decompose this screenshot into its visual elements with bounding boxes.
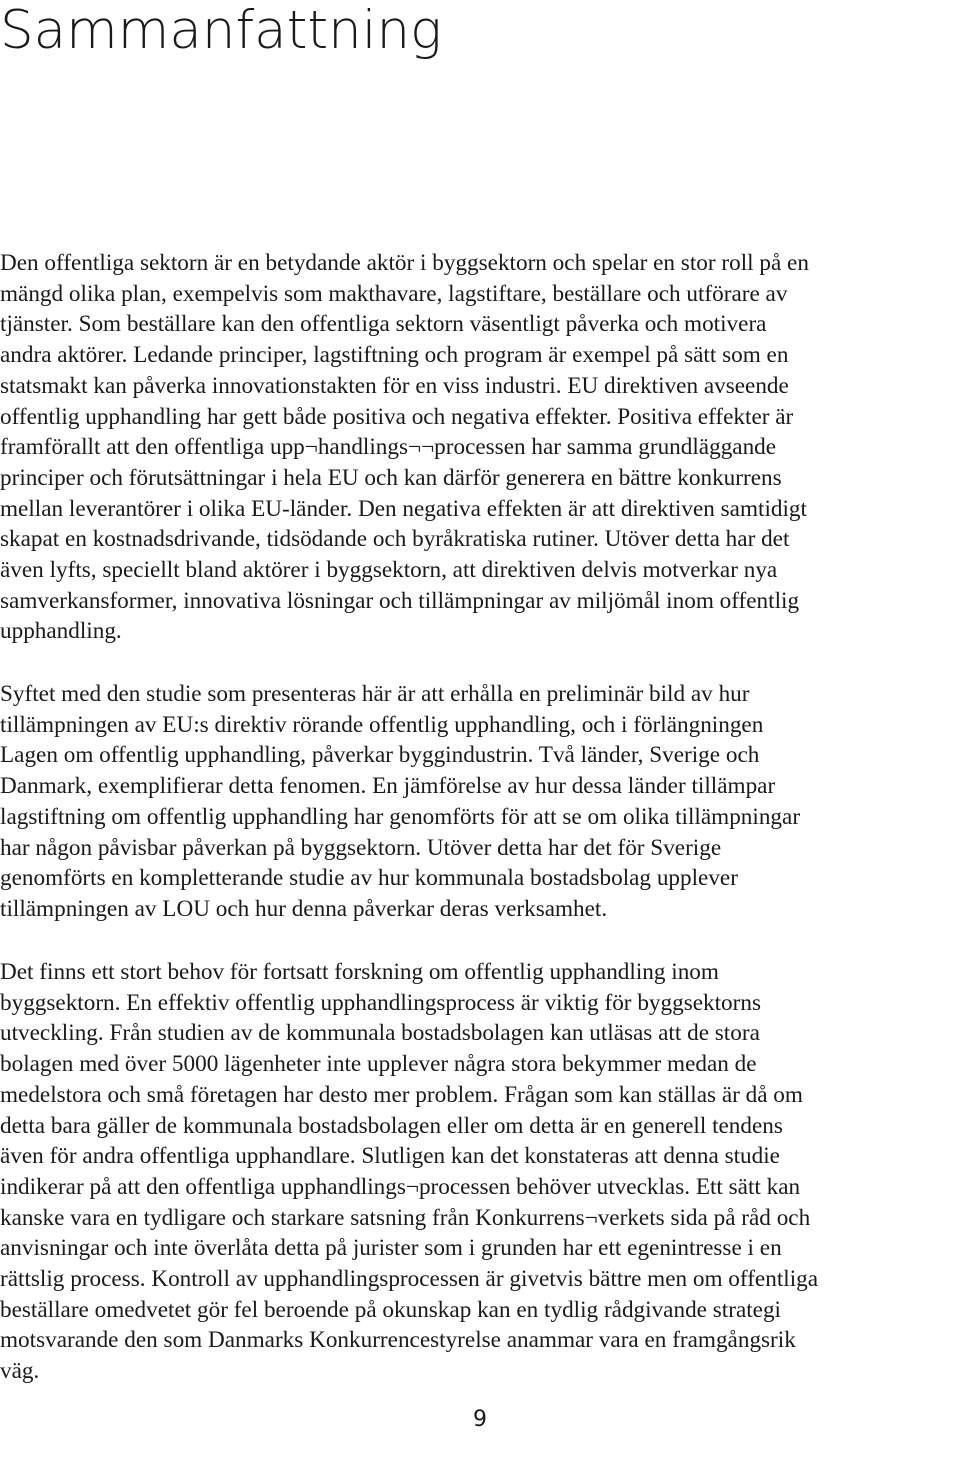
text-line: lagstiftning om offentlig upphandling har genomförts för att se om olika tillämpningar (0, 803, 801, 830)
text-line: offentlig upphandling har gett både positiva och negativa effekter. Positiva effekter är (0, 403, 794, 430)
text-line: mellan leverantörer i olika EU-länder. Den negativa effekten är att direktiven samtidigt (0, 495, 807, 522)
text-line: andra aktörer. Ledande principer, lagstiftning och program är exempel på sätt som en (0, 342, 789, 369)
text-line: framförallt att den offentliga upp¬handlings¬¬processen har samma grundläggande (0, 434, 777, 461)
text-line: skapat en kostnadsdrivande, tidsödande och byråkratiska rutiner. Utöver detta har det (0, 526, 790, 553)
paragraph-purpose (0, 679, 960, 925)
text-line: tillämpningen av LOU och hur denna påverkar deras verksamhet. (0, 895, 608, 922)
text-line: Lagen om offentlig upphandling, påverkar byggindustrin. Två länder, Sverige och (0, 742, 760, 769)
text-line: har någon påvisbar påverkan på byggsektorn. Utöver detta har det för Sverige (0, 834, 722, 861)
text-line: utveckling. Från studien av de kommunala bostadsbolagen kan utläsas att de stora (0, 1020, 760, 1047)
text-line: bolagen med över 5000 lägenheter inte upplever några stora bekymmer medan de (0, 1051, 757, 1078)
text-line: genomförts en kompletterande studie av hur kommunala bostadsbolag upplever (0, 865, 738, 892)
paragraph-intro (0, 248, 960, 647)
text-line: beställare omedvetet gör fel beroende på okunskap kan en tydlig rådgivande strategi (0, 1296, 782, 1323)
page-title: Sammanfattning (0, 0, 442, 61)
text-line: Danmark, exemplifierar detta fenomen. En jämförelse av hur dessa länder tillämpar (0, 773, 776, 800)
text-line: tjänster. Som beställare kan den offentliga sektorn väsentligt påverka och motivera (0, 311, 767, 338)
text-line: även för andra offentliga upphandlare. Slutligen kan det konstateras att denna studie (0, 1143, 780, 1170)
text-line: upphandling. (0, 618, 122, 645)
text-line: indikerar på att den offentliga upphandlings¬processen behöver utvecklas. Ett sätt kan (0, 1173, 801, 1200)
text-line: principer och förutsättningar i hela EU och kan därför generera en bättre konkurrens (0, 464, 782, 491)
paragraph-conclusion (0, 957, 960, 1387)
text-line: anvisningar och inte överlåta detta på jurister som i grunden har ett egenintresse i en (0, 1235, 782, 1262)
text-line: motsvarande den som Danmarks Konkurrencestyrelse anammar vara en framgångsrik (0, 1327, 796, 1354)
text-line: Syftet med den studie som presenteras här är att erhålla en preliminär bild av hur (0, 681, 750, 707)
text-line: Det finns ett stort behov för fortsatt forskning om offentlig upphandling inom (0, 959, 719, 985)
text-line: medelstora och små företagen har desto mer problem. Frågan som kan ställas är då om (0, 1081, 803, 1108)
text-line: även lyfts, speciellt bland aktörer i byggsektorn, att direktiven delvis motverkar nya (0, 557, 778, 584)
text-line: väg. (0, 1358, 40, 1385)
text-line: mängd olika plan, exempelvis som makthavare, lagstiftare, beställare och utförare av (0, 280, 788, 307)
text-line: tillämpningen av EU:s direktiv rörande offentlig upphandling, och i förlängningen (0, 711, 764, 738)
text-line: byggsektorn. En effektiv offentlig upphandlingsprocess är viktig för byggsektorns (0, 989, 761, 1016)
text-line: Den offentliga sektorn är en betydande aktör i byggsektorn och spelar en stor roll på en (0, 250, 809, 276)
text-line: samverkansformer, innovativa lösningar och tillämpningar av miljömål inom offentlig (0, 587, 800, 614)
text-line: kanske vara en tydligare och starkare satsning från Konkurrens¬verkets sida på råd och (0, 1204, 811, 1231)
text-line: detta bara gäller de kommunala bostadsbolagen eller om detta är en generell tendens (0, 1112, 783, 1139)
text-line: rättslig process. Kontroll av upphandlingsprocessen är givetvis bättre men om offentliga (0, 1266, 819, 1293)
page-number: 9 (473, 1407, 487, 1432)
text-line: statsmakt kan påverka innovationstakten för en viss industri. EU direktiven avseende (0, 372, 789, 399)
